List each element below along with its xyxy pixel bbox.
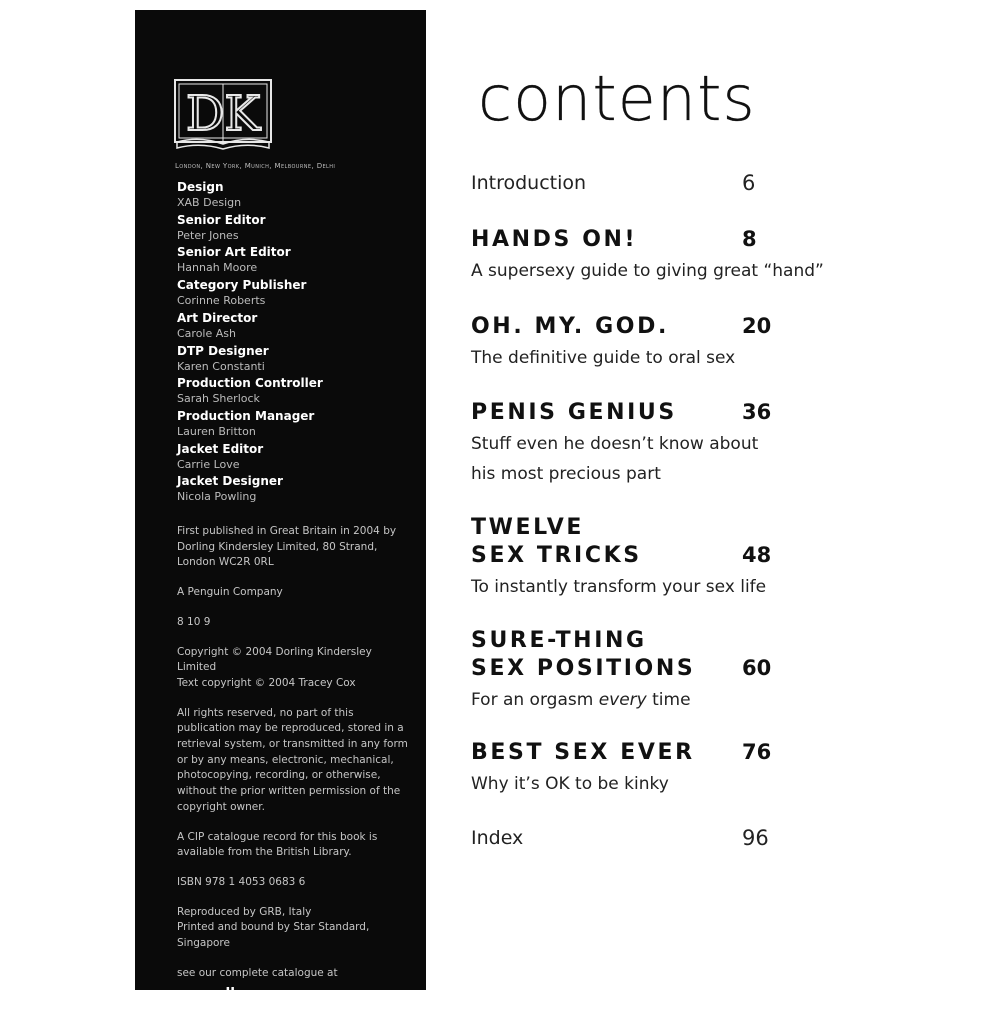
reproduced-by: Reproduced by GRB, Italy: [177, 905, 312, 918]
credit-person: Nicola Powling: [177, 490, 257, 504]
toc-chapter-subtitle: The definitive guide to oral sex: [471, 348, 736, 368]
print-credits: [177, 905, 412, 952]
credit-entry: [177, 375, 417, 408]
penguin-company: A Penguin Company: [177, 586, 283, 599]
imprint-text: [177, 524, 412, 1017]
credit-person: Carole Ash: [177, 326, 236, 340]
toc-chapter-title[interactable]: HANDS ON!: [471, 227, 638, 252]
credits-list: [177, 179, 417, 506]
dk-logo: [173, 78, 273, 150]
credit-role: Jacket Designer: [177, 474, 283, 489]
credit-person: Sarah Sherlock: [177, 392, 260, 406]
catalogue-note: see our complete catalogue at: [177, 966, 338, 979]
credit-person: Lauren Britton: [177, 424, 256, 438]
credit-entry: [177, 343, 417, 376]
toc-chapter-title[interactable]: PENIS GENIUS: [471, 400, 677, 425]
subtitle-text: For an orgasm: [471, 690, 599, 710]
toc-chapter-title[interactable]: TWELVE: [471, 515, 584, 540]
toc-index-label[interactable]: Index: [471, 827, 524, 849]
copyright: Copyright © 2004 Dorling Kindersley Limited: [177, 645, 372, 674]
credit-person: XAB Design: [177, 196, 242, 209]
subtitle-text: time: [646, 690, 691, 710]
toc-chapter-subtitle: Why it’s OK to be kinky: [471, 774, 669, 794]
toc-chapter-subtitle: [471, 685, 691, 715]
toc-chapter-subtitle: his most precious part: [471, 464, 661, 484]
credit-role: Art Director: [177, 310, 258, 325]
credit-person: Peter Jones: [177, 228, 239, 242]
credit-entry: [177, 408, 417, 441]
credit-role: Category Publisher: [177, 278, 307, 293]
copyright-block: [177, 645, 412, 692]
toc-chapter-title[interactable]: BEST SEX EVER: [471, 740, 695, 765]
subtitle-emphasis: every: [598, 690, 647, 710]
website-link[interactable]: www.dk.com: [177, 986, 278, 1003]
contents-heading: contents: [478, 62, 756, 135]
credit-entry: [177, 212, 417, 245]
credit-entry: [177, 179, 417, 212]
toc-chapter-title[interactable]: SEX POSITIONS: [471, 656, 696, 681]
credit-entry: [177, 277, 417, 310]
dk-book-logo-icon: [173, 78, 273, 150]
toc-chapter-subtitle: Stuff even he doesn’t know about: [471, 434, 759, 454]
credit-person: Carrie Love: [177, 457, 240, 471]
toc-chapter-page: 76: [742, 740, 772, 764]
credit-role: Production Manager: [177, 408, 315, 423]
credit-entry: [177, 473, 417, 506]
toc-chapter-page: 20: [742, 314, 772, 338]
credit-role: Design: [177, 180, 224, 194]
credit-role: Production Controller: [177, 376, 323, 391]
first-published: First published in Great Britain in 2004 by Dorling Kindersley Limited, 80 Strand, London WC2R 0RL: [177, 525, 397, 569]
credit-role: Senior Editor: [177, 212, 266, 227]
toc-intro-page: 6: [742, 171, 756, 195]
toc-chapter-title[interactable]: SEX TRICKS: [471, 543, 642, 568]
credit-role: Jacket Editor: [177, 441, 264, 456]
credit-entry: [177, 310, 417, 343]
credit-role: DTP Designer: [177, 343, 269, 358]
toc-chapter-page: 8: [742, 227, 757, 251]
toc-chapter-page: 48: [742, 543, 772, 567]
credit-entry: [177, 441, 417, 474]
toc-chapter-subtitle: A supersexy guide to giving great “hand”: [471, 261, 824, 281]
credit-entry: [177, 244, 417, 277]
svg-text:DK: DK: [185, 86, 261, 142]
text-copyright: Text copyright © 2004 Tracey Cox: [177, 676, 356, 689]
credit-person: Karen Constanti: [177, 359, 265, 373]
credit-person: Corinne Roberts: [177, 294, 266, 308]
isbn: ISBN 978 1 4053 0683 6: [177, 875, 306, 888]
rights-notice: All rights reserved, no part of this publication may be reproduced, stored in a retrieval system, or transmitted in any form or by any means, electronic, mechanical, photocopying, recording, or otherwise, without the prior written permission of the copyright owner.: [177, 706, 408, 813]
publisher-cities: London, New York, Munich, Melbourne, Delhi: [175, 162, 336, 170]
toc-chapter-page: 60: [742, 656, 772, 680]
credit-person: Hannah Moore: [177, 261, 258, 275]
toc-chapter-subtitle: To instantly transform your sex life: [471, 577, 767, 597]
toc-chapter-title[interactable]: OH. MY. GOD.: [471, 314, 669, 339]
toc-chapter-title[interactable]: SURE-THING: [471, 628, 647, 653]
credit-role: Senior Art Editor: [177, 245, 291, 260]
printed-by: Printed and bound by Star Standard, Singapore: [177, 921, 370, 950]
cip-record: A CIP catalogue record for this book is available from the British Library.: [177, 830, 378, 859]
imprint-sidebar: [135, 10, 426, 1003]
print-run: 8 10 9: [177, 615, 211, 628]
toc-intro-label[interactable]: Introduction: [471, 172, 587, 194]
toc-index-page: 96: [742, 826, 769, 850]
toc-chapter-page: 36: [742, 400, 772, 424]
